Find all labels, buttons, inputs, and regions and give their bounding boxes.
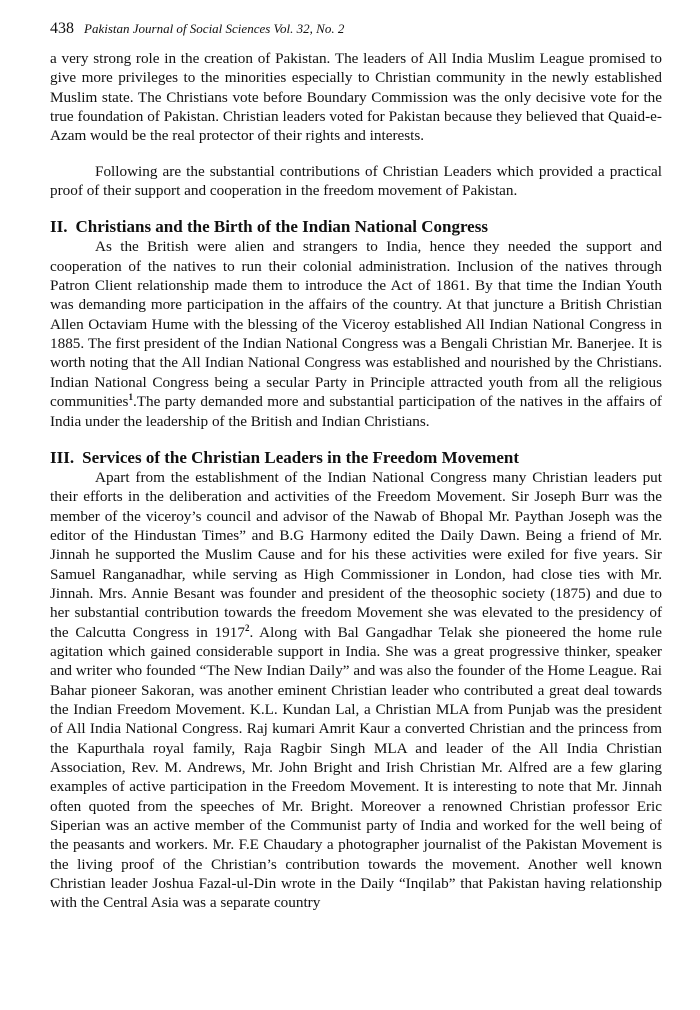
paragraph-congress: [50, 237, 662, 430]
paragraph-contributions: Following are the substantial contributions of Christian Leaders which provided a practical proof of their support and cooperation in the freedom movement of Pakistan.: [50, 162, 662, 200]
body-text: [50, 49, 662, 913]
section-number-2: II.: [50, 217, 68, 237]
section-title-2: Christians and the Birth of the Indian National Congress: [75, 217, 488, 237]
paragraph-intro: a very strong role in the creation of Pakistan. The leaders of All India Muslim League promised to give more privileges to the minorities especially to Christian community in the newly established Muslim state. The Christians vote before Boundary Commission was the only decisive vote for the true foundation of Pakistan. Christian leaders voted for Pakistan because they believed that Quaid-e-Azam would be the real protector of their rights and interests.: [50, 50, 662, 145]
section-heading-3: [50, 448, 662, 468]
congress-text-a: As the British were alien and strangers to India, hence they needed the support and cooperation of the natives to run their colonial administration. Inclusion of the natives through Patron Client relationship made them to introduce the Act of 1861. By that time the Indian Youth was demanding more participation in the affairs of the country. At that juncture a British Christian Allen Octaviam Hume with the blessing of the Viceroy established All Indian National Congress in 1885. The first president of the Indian National Congress was a Bengali Christian Mr. Banerjee. It is worth noting that the All Indian National Congress was established and nourished by the Christians. Indian National Congress being a secular Party in Principle attracted youth from all the religious communities: [50, 238, 662, 411]
section-number-3: III.: [50, 447, 75, 467]
footnote-marker-2[interactable]: 2: [244, 622, 250, 633]
page-number: 438: [50, 20, 74, 37]
footnote-marker-1[interactable]: 1: [128, 392, 133, 403]
section-heading-2: [50, 217, 662, 237]
services-text-b: . Along with Bal Gangadhar Telak she pioneered the home rule agitation which gained considerable support in India. She was a great progressive thinker, speaker and writer who founded “The New Indian Daily” and was also the founder of the Home League. Rai Bahar pioneer Sakoran, was another eminent Christian leader who contributed a great deal towards the Indian Freedom Movement. K.L. Kundan Lal, a Christian MLA from Punjab was the president of All India National Congress. Raj kumari Amrit Kaur a converted Christian and the princess from the Kapurthala royal family, Raja Ragbir Singh MLA and leader of the All India Christian Association, Rev. M. Andrews, Mr. John Bright and Irish Christian Mr. Alfred are a few glaring examples of active participation in the Freedom Movement. It is interesting to note that Mr. Jinnah often quoted from the speeches of Mr. Bright. Moreover a renowned Christian professor Eric Siperian was an active member of the Communist party of India and worked for the well being of the peasants and workers. Mr. F.E Chaudary a photographer journalist of the Pakistan Movement is the living proof of the Christian’s contribution towards the movement. Another well known Christian leader Joshua Fazal-ul-Din wrote in the Daily “Inqilab” that Pakistan having relationship with the Central Asia was a separate country: [50, 623, 662, 912]
running-header: [50, 20, 344, 42]
congress-text-b: .The party demanded more and substantial participation of the natives in the affairs of India under the leadership of the British and Indian Christians.: [50, 393, 662, 430]
journal-title: Pakistan Journal of Social Sciences Vol. 32, No. 2: [84, 21, 345, 36]
section-title-3: Services of the Christian Leaders in the Freedom Movement: [82, 447, 519, 467]
services-text-a: Apart from the establishment of the Indian National Congress many Christian leaders put their efforts in the deliberation and activities of the Freedom Movement. Sir Joseph Burr was the member of the viceroy’s council and advisor of the Nawab of Bhopal Mr. Paythan Joseph was the editor of the Hindustan Times” and B.G Harmony edited the Daily Dawn. Being a friend of Mr. Jinnah he supported the Muslim Cause and for his these activities were exiled for five years. Sir Samuel Ranganadhar, while serving as High Commissioner in London, had close ties with Mr. Jinnah. Mrs. Annie Besant was founder and president of the theosophic society (1875) and due to her substantial contribution towards the freedom Movement she was elevated to the presidency of the Calcutta Congress in 1917: [50, 468, 662, 641]
paragraph-services: [50, 468, 662, 913]
